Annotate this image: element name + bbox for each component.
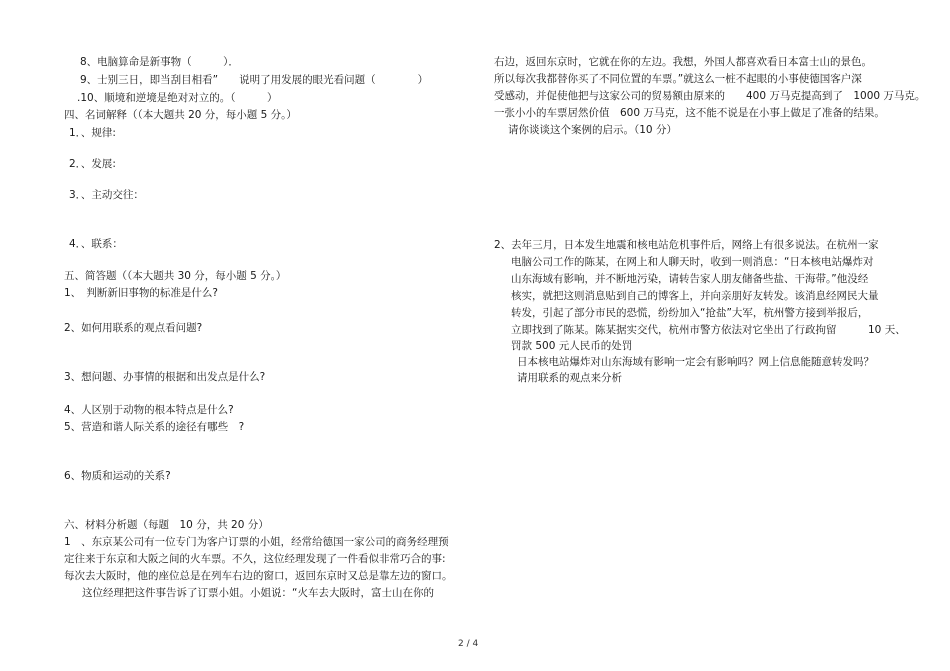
term-3: 3．、主动交往： <box>69 189 144 201</box>
case-2-line-5: 转发，引起了部分市民的恐慌，纷纷加入“抢盐”大军，杭州警方接到举报后， <box>511 307 869 319</box>
case-1-line-2: 定往来于东京和大阪之间的火车票。不久，这位经理发现了一件看似非常巧合的事: <box>64 553 446 565</box>
section-5-title: 五、简答题（（本大题共 30 分，每小题 5 分。） <box>64 270 287 282</box>
case-1-line-3: 每次去大阪时，他的座位总是在列车右边的窗口，返回东京时又总是靠左边的窗口。 <box>64 570 453 582</box>
case-1-line-1: 1 、东京某公司有一位专门为客户订票的小姐，经常给德国一家公司的商务经理预 <box>64 536 449 548</box>
short-answer-5: 5、营造和谐人际关系的途径有哪些 ? <box>64 421 245 433</box>
term-4: 4．、联系： <box>69 238 123 250</box>
case-1-cont-line-4: 一张小小的车票居然价值 600 万马克，这不能不说是在小事上做足了准备的结果。 <box>494 107 885 119</box>
term-1: 1．、规律: <box>69 127 116 139</box>
page-number: 2 / 4 <box>458 639 479 649</box>
short-answer-2: 2、如何用联系的观点看问题? <box>64 322 203 334</box>
term-2: 2．、发展: <box>69 158 116 170</box>
short-answer-4: 4、人区别于动物的根本特点是什么? <box>64 404 234 416</box>
section-4-title: 四、名词解释（（本大题共 20 分，每小题 5 分。） <box>64 109 297 121</box>
case-1-line-4: 这位经理把这件事告诉了订票小姐。小姐说：“火车去大阪时，富士山在你的 <box>82 587 434 599</box>
case-2-line-2: 电脑公司工作的陈某，在网上和人聊天时，收到一则消息：“日本核电站爆炸对 <box>511 256 874 268</box>
case-1-cont-line-2: 所以每次我都替你买了不同位置的车票。”就这么一桩不起眼的小事使德国客户深 <box>494 73 862 85</box>
case-2-line-6: 立即找到了陈某。陈某据实交代，杭州市警方依法对它坐出了行政拘留 10 天、 <box>511 324 906 336</box>
short-answer-1: 1、 判断新旧事物的标准是什么? <box>64 287 219 299</box>
short-answer-3: 3、想问题、办事情的根据和出发点是什么? <box>64 371 266 383</box>
case-2-question-2: 请用联系的观点来分析 <box>517 372 622 384</box>
question-9: 9、士别三日，即当刮目相看” 说明了用发展的眼光看问题（ ） <box>80 74 429 86</box>
case-2-line-7: 罚款 500 元人民币的处罚 <box>511 340 633 352</box>
question-10: .10、顺境和逆境是绝对对立的。（ ） <box>77 92 278 104</box>
short-answer-6: 6、物质和运动的关系? <box>64 470 171 482</box>
case-1-cont-line-1: 右边，返回东京时，它就在你的左边。我想，外国人都喜欢看日本富士山的景色。 <box>494 56 872 68</box>
case-2-question-1: 日本核电站爆炸对山东海域有影响一定会有影响吗？网上信息能随意转发吗？ <box>517 356 874 368</box>
case-2-line-1: 2、去年三月，日本发生地震和核电站危机事件后，网络上有很多说法。在杭州一家 <box>494 239 879 251</box>
case-2-line-4: 核实，就把这则消息贴到自己的博客上，并向亲朋好友转发。该消息经网民大量 <box>511 290 879 302</box>
question-8: 8、电脑算命是新事物（ ）． <box>80 56 239 68</box>
case-1-question: 请你谈谈这个案例的启示。（10 分） <box>508 124 677 136</box>
case-1-cont-line-3: 受感动，并促使他把与这家公司的贸易额由原来的 400 万马克提高到了 1000 万马克。 <box>494 90 926 102</box>
section-6-title: 六、材料分析题（每题 10 分，共 20 分） <box>64 519 269 531</box>
case-2-line-3: 山东海域有影响，并不断地污染，请转告家人朋友储备些盐、干海带。”他没经 <box>511 273 869 285</box>
